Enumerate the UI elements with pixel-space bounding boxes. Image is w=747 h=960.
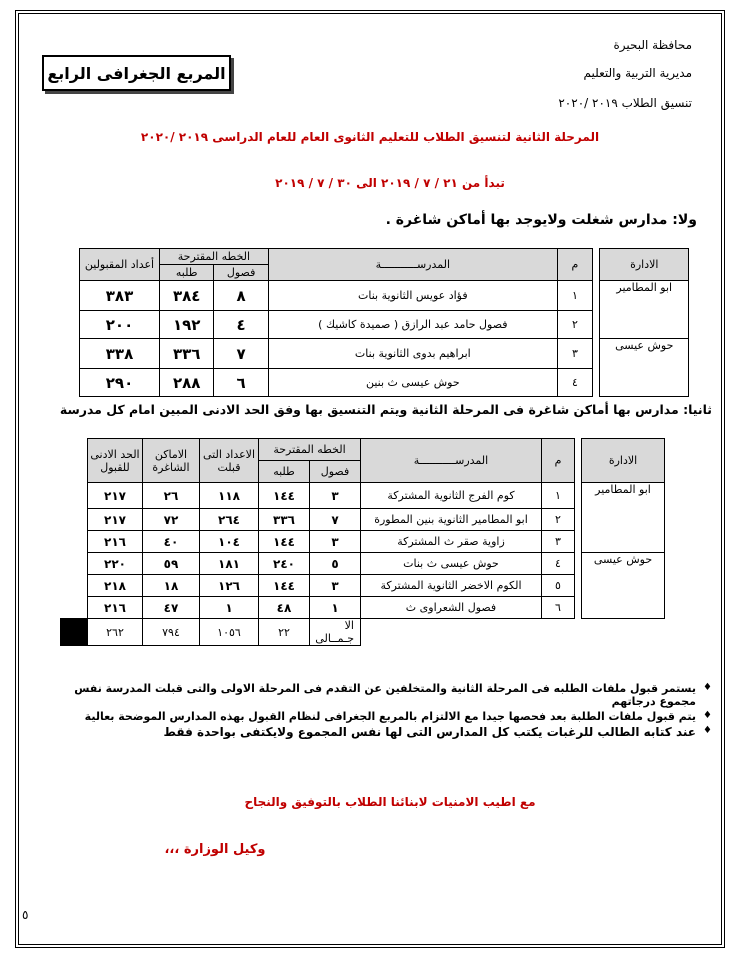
- main-title: المرحلة الثانية لتنسيق الطلاب للتعليم الثانوى العام للعام الدراسى ٢٠١٩ /٢٠٢٠: [140, 130, 600, 144]
- school-name: الكوم الاخضر الثانوية المشتركة: [361, 575, 542, 597]
- col-admin: الادارة: [600, 249, 689, 281]
- school-name: ابو المطامير الثانوية بنين المطورة: [361, 509, 542, 531]
- school-name: زاوية صقر ث المشتركة: [361, 531, 542, 553]
- col-students: طلبه: [259, 461, 310, 483]
- directorate-label: مديرية التربية والتعليم: [583, 66, 692, 80]
- governorate-label: محافظة البحيرة: [613, 38, 692, 52]
- school-name: فصول الشعراوى ث: [361, 597, 542, 619]
- table-row: ٢ ابو المطامير الثانوية بنين المطورة ٧ ٣٣٦ ٢٦٤ ٧٢ ٢١٧: [61, 509, 665, 531]
- table-row: ٣ زاوية صقر ث المشتركة ٣ ١٤٤ ١٠٤ ٤٠ ٢١٦: [61, 531, 665, 553]
- admin-cell: ابو المطامير: [600, 281, 689, 339]
- black-cell: [61, 619, 88, 646]
- col-min: الحد الادنى للقبول: [88, 439, 143, 483]
- table-vacant-schools: [60, 438, 665, 646]
- note-item: ♦ يستمر قبول ملفات الطلبه فى المرحلة الثانية والمتخلفين عن التقدم فى المرحلة الاولى والتى قبلت المدرسة نفس مجموع درجاتهم: [52, 682, 712, 708]
- admin-cell: ابو المطامير: [582, 483, 665, 553]
- signature: وكيل الوزارة ،،،: [164, 842, 266, 857]
- table-row: ابو المطامير ١ فؤاد عويس الثانوية بنات ٨ ٣٨٤ ٣٨٣: [80, 281, 689, 311]
- admin-cell: حوش عيسى: [582, 553, 665, 619]
- col-num: م: [542, 439, 575, 483]
- col-accepted: الاعداد التى قبلت: [200, 439, 259, 483]
- total-label: الا جـمــالى: [310, 619, 361, 646]
- geo-square-title-box: المربع الجغرافى الرابع: [42, 55, 231, 91]
- table-row: حوش عيسى ٣ ابراهيم بدوى الثانوية بنات ٧ ٣٣٦ ٣٣٨: [80, 339, 689, 369]
- note-item: ♦ يتم قبول ملفات الطلبة بعد فحصها جيدا مع الالتزام بالمربع الجغرافى لنظام القبول بهذه المدارس الموضحة بعالية: [52, 710, 712, 723]
- section-two-heading: ثانيا: مدارس بها أماكن شاغرة فى المرحلة الثانية ويتم التنسيق بها وفق الحد الادنى المبين امام كل مدرسة: [59, 402, 712, 417]
- note-item: ♦ عند كتابه الطالب للرغبات يكتب كل المدارس التى لها نفس المجموع ولايكتفى بواحدة فقط: [52, 725, 712, 739]
- school-name: فؤاد عويس الثانوية بنات: [268, 281, 557, 311]
- table-full-schools: [79, 248, 689, 397]
- col-classes: فصول: [310, 461, 361, 483]
- col-accepted: أعداد المقبولين: [80, 249, 160, 281]
- school-name: حوش عيسى ث بنات: [361, 553, 542, 575]
- col-school: المدرســـــــــــة: [268, 249, 557, 281]
- admin-cell: حوش عيسى: [600, 339, 689, 397]
- table-row: ابو المطامير ١ كوم الفرج الثانوية المشتركة ٣ ١٤٤ ١١٨ ٢٦ ٢١٧: [61, 483, 665, 509]
- school-name: حوش عيسى ث بنين: [268, 369, 557, 397]
- table-row: حوش عيسى ٤ حوش عيسى ث بنات ٥ ٢٤٠ ١٨١ ٥٩ ٢٢٠: [61, 553, 665, 575]
- school-name: فصول حامد عبد الرازق ( صميدة كاشيك ): [268, 311, 557, 339]
- closing-wishes: مع اطيب الامنيات لابنائنا الطلاب بالتوفيق والنجاح: [244, 795, 536, 809]
- table-row: ٤ حوش عيسى ث بنين ٦ ٢٨٨ ٢٩٠: [80, 369, 689, 397]
- school-name: ابراهيم بدوى الثانوية بنات: [268, 339, 557, 369]
- col-plan: الخطه المقترحة: [160, 249, 269, 265]
- col-admin: الادارة: [582, 439, 665, 483]
- col-school: المدرســـــــــــة: [361, 439, 542, 483]
- table-row: ٢ فصول حامد عبد الرازق ( صميدة كاشيك ) ٤ ١٩٢ ٢٠٠: [80, 311, 689, 339]
- col-classes: فصول: [214, 265, 268, 281]
- school-name: كوم الفرج الثانوية المشتركة: [361, 483, 542, 509]
- notes-list: [52, 680, 712, 741]
- col-plan: الخطه المقترحة: [259, 439, 361, 461]
- table-row: ٦ فصول الشعراوى ث ١ ٤٨ ١ ٤٧ ٢١٦: [61, 597, 665, 619]
- page-number: ٥: [22, 908, 29, 922]
- coordination-year-label: تنسيق الطلاب ٢٠١٩ /٢٠٢٠: [558, 96, 692, 110]
- col-num: م: [557, 249, 592, 281]
- date-range: تبدأ من ٢١ / ٧ / ٢٠١٩ الى ٣٠ / ٧ / ٢٠١٩: [275, 176, 505, 190]
- col-vacant: الاماكن الشاغرة: [143, 439, 200, 483]
- col-students: طلبه: [160, 265, 214, 281]
- section-one-heading: ولا: مدارس شغلت ولايوجد بها أماكن شاغرة .: [385, 212, 697, 228]
- total-row: الا جـمــالى ٢٢ ١٠٥٦ ٧٩٤ ٢٦٢: [61, 619, 665, 646]
- table-row: ٥ الكوم الاخضر الثانوية المشتركة ٣ ١٤٤ ١٢٦ ١٨ ٢١٨: [61, 575, 665, 597]
